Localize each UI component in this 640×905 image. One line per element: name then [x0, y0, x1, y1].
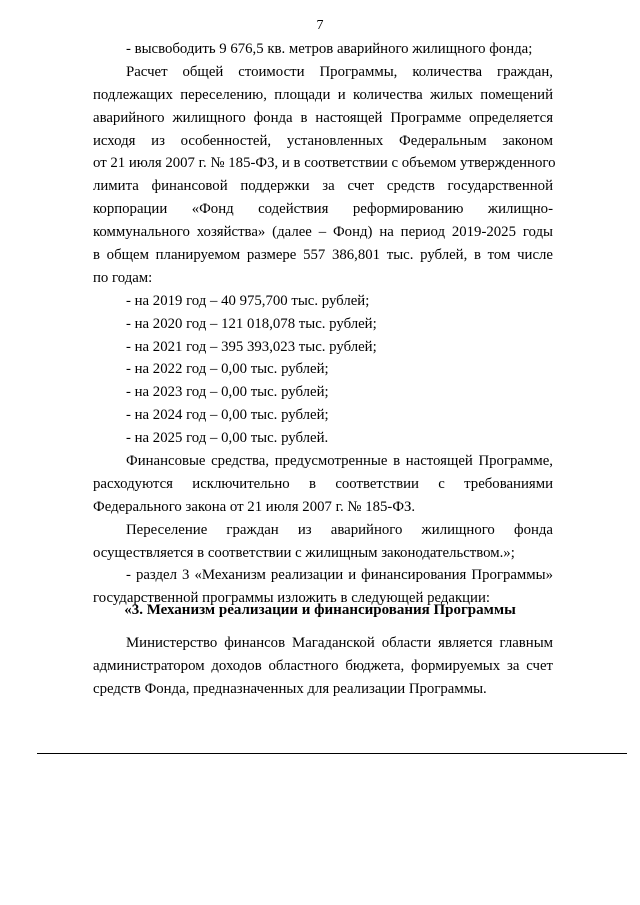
text-line: - раздел 3 «Механизм реализации и финансирования Программы»: [126, 567, 553, 584]
text-line: Расчет общей стоимости Программы, количества граждан,: [126, 63, 553, 80]
text-line: корпорации «Фонд содействия реформированию жилищно-: [93, 201, 553, 218]
text-line: осуществляется в соответствии с жилищным законодательством.»;: [93, 544, 515, 561]
body-text-after-heading: [93, 632, 553, 701]
text-line: Федерального закона от 21 июля 2007 г. № 185-ФЗ.: [93, 498, 416, 515]
footer-divider: [37, 753, 627, 754]
list-item: - на 2024 год – 0,00 тыс. рублей;: [126, 407, 329, 424]
text-line: в общем планируемом размере 557 386,801 тыс. рублей, в том числе: [93, 247, 553, 264]
list-item: - на 2025 год – 0,00 тыс. рублей.: [126, 430, 329, 447]
list-item: - на 2022 год – 0,00 тыс. рублей;: [126, 361, 329, 378]
text-line: от 21 июля 2007 г. № 185-ФЗ, и в соответствии с объемом утвержденного: [93, 155, 556, 172]
text-line: исходя из особенностей, установленных Федеральным законом: [93, 132, 553, 149]
text-line: расходуются исключительно в соответствии с требованиями: [93, 475, 553, 492]
text-line: подлежащих переселению, площади и количества жилых помещений: [93, 86, 553, 103]
text-line: администратором доходов областного бюджета, формируемых за счет: [93, 657, 553, 674]
body-text: [93, 38, 556, 610]
text-line: лимита финансовой поддержки за счет средств государственной: [93, 178, 553, 195]
text-line: - высвободить 9 676,5 кв. метров аварийного жилищного фонда;: [126, 41, 533, 57]
list-item: - на 2020 год – 121 018,078 тыс. рублей;: [126, 315, 377, 332]
list-item: - на 2019 год – 40 975,700 тыс. рублей;: [126, 292, 370, 309]
list-item: - на 2021 год – 395 393,023 тыс. рублей;: [126, 338, 377, 355]
list-item: - на 2023 год – 0,00 тыс. рублей;: [126, 384, 329, 401]
text-line: государственной программы изложить в следующей редакции:: [93, 590, 491, 607]
text-line: Министерство финансов Магаданской области является главным: [126, 635, 553, 651]
text-line: Переселение граждан из аварийного жилищного фонда: [126, 521, 553, 538]
text-line: Финансовые средства, предусмотренные в настоящей Программе,: [126, 453, 553, 470]
text-line: коммунального хозяйства» (далее – Фонд) на период 2019-2025 годы: [93, 224, 553, 241]
text-line: по годам:: [93, 269, 153, 286]
section-heading: «3. Механизм реализации и финансирования Программы: [124, 602, 516, 618]
text-line: аварийного жилищного фонда в настоящей Программе определяется: [93, 109, 553, 126]
page-number: 7: [316, 18, 324, 33]
text-line: средств Фонда, предназначенных для реализации Программы.: [93, 680, 487, 697]
